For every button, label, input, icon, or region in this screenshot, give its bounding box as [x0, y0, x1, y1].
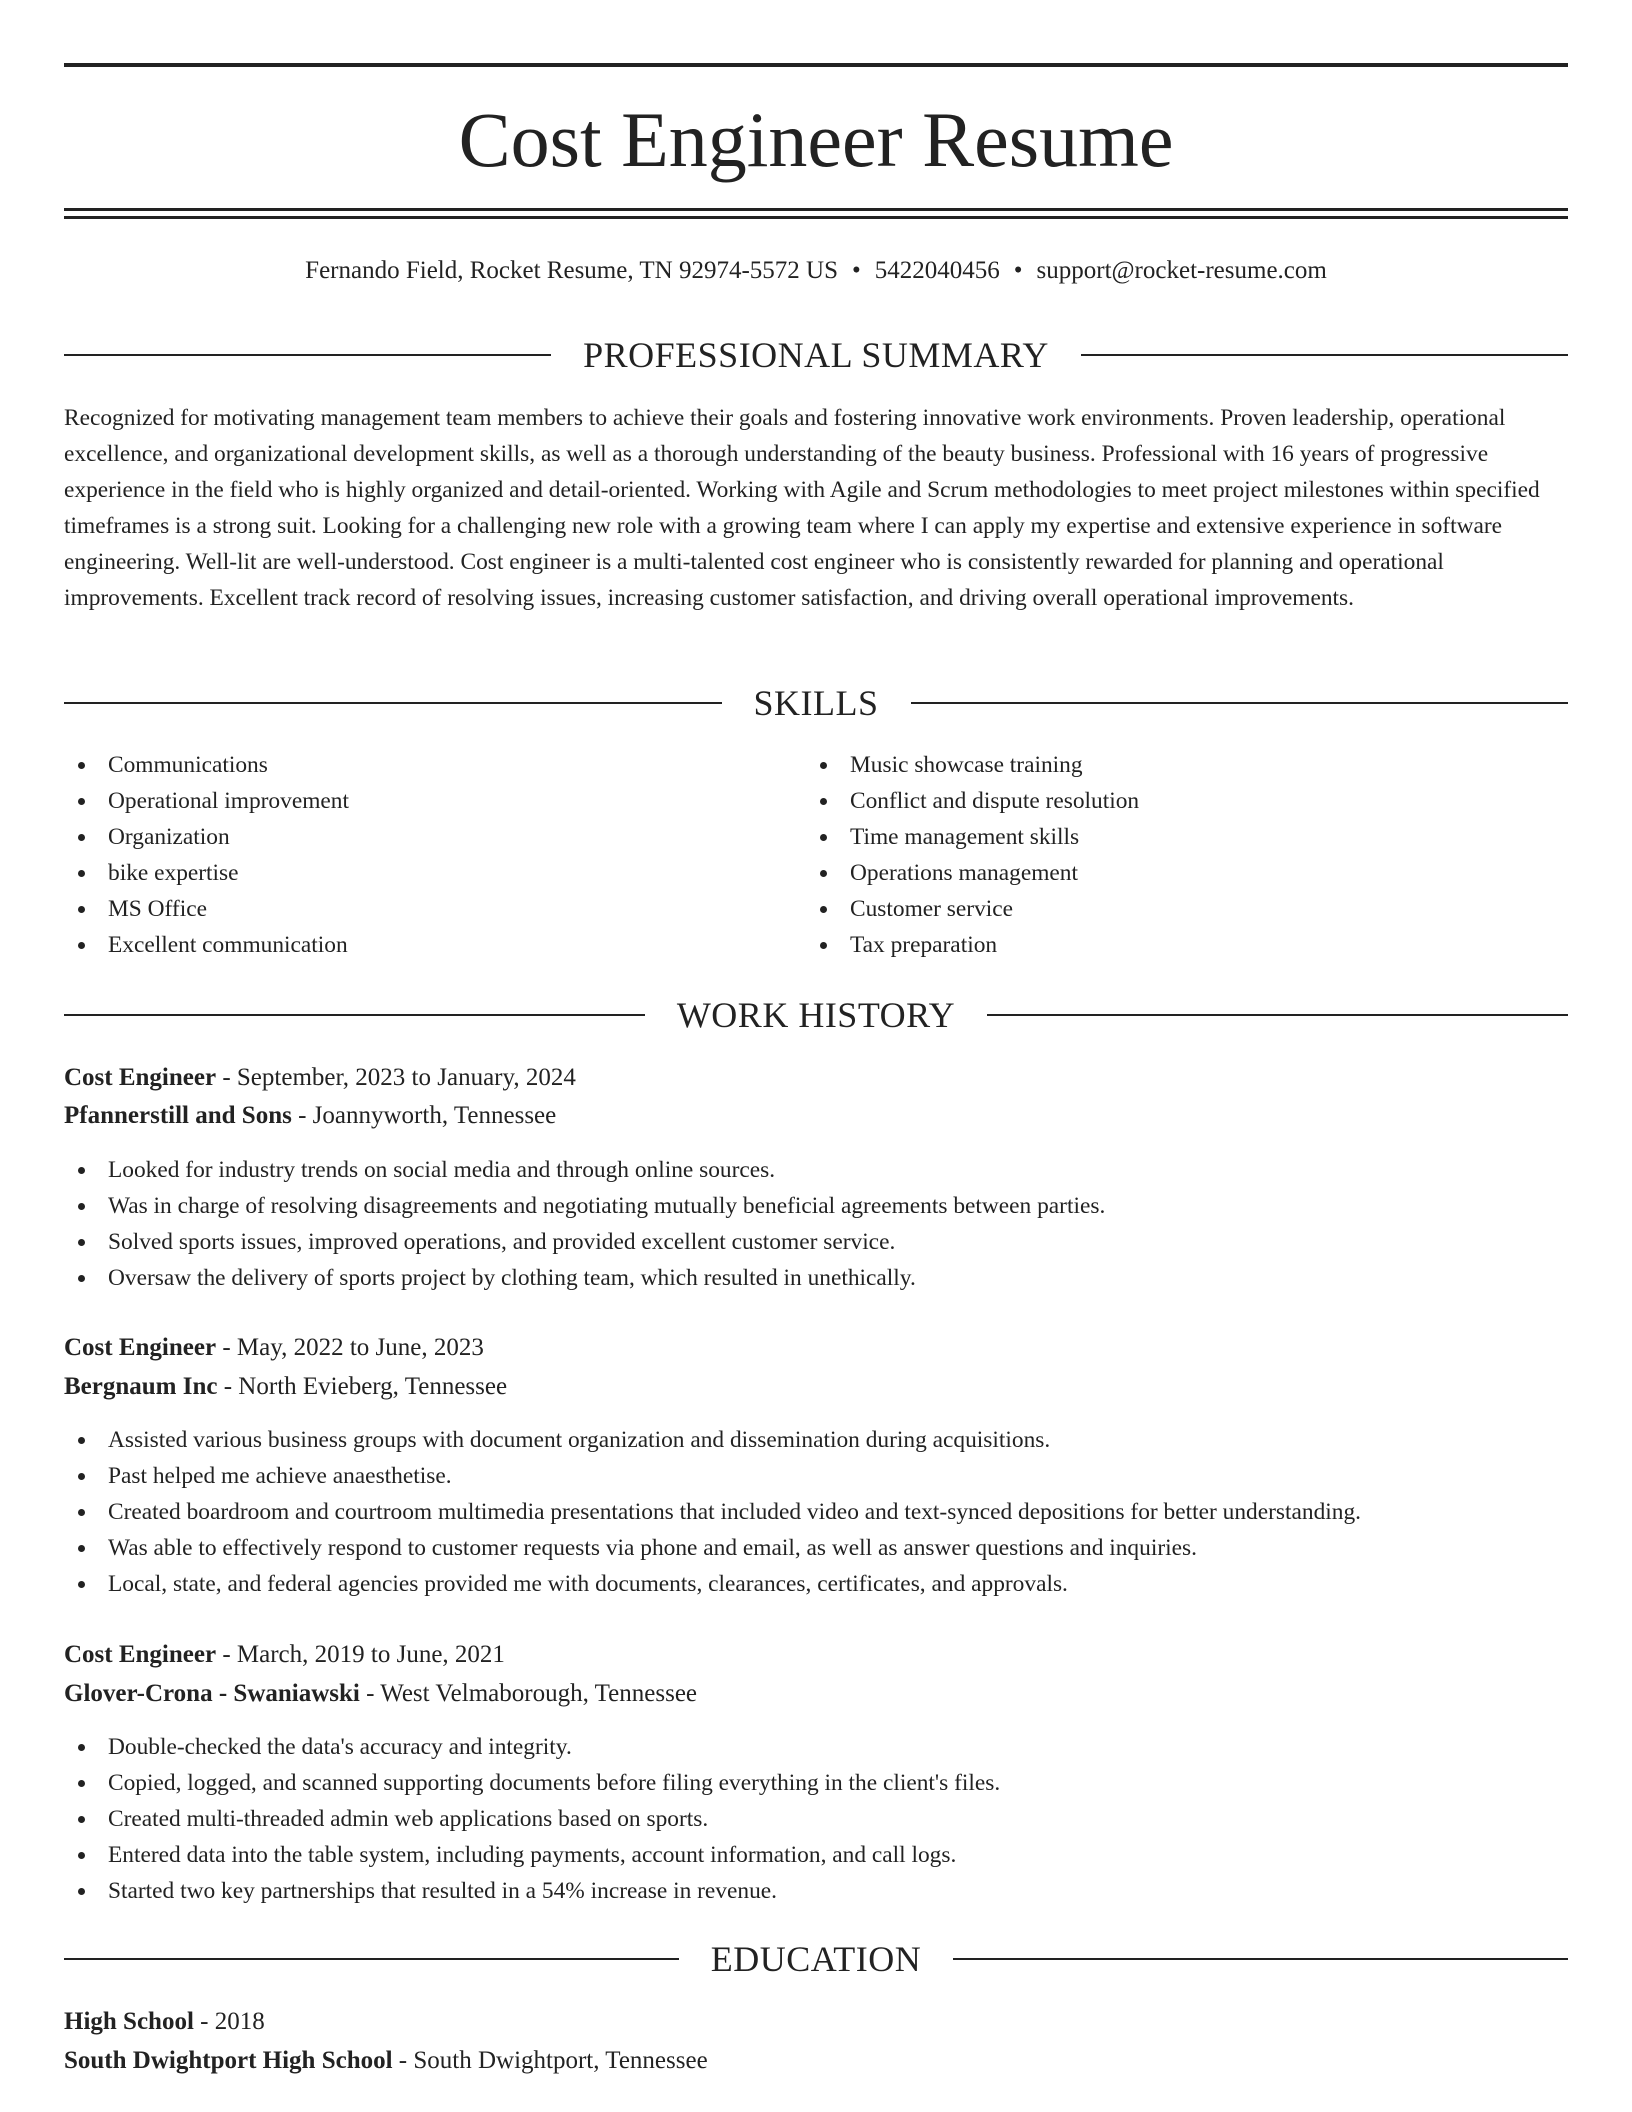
section-title-summary: PROFESSIONAL SUMMARY: [583, 335, 1049, 375]
title-double-rule-upper: [64, 208, 1568, 211]
education-year: - 2018: [193, 2008, 265, 2035]
education-location: - South Dwightport, Tennessee: [392, 2047, 708, 2074]
skill-item: MS Office: [64, 891, 804, 927]
skill-item: Operations management: [806, 855, 1546, 891]
skills-list-left: [64, 747, 804, 963]
job-bullet: Looked for industry trends on social media and through online sources.: [64, 1152, 1568, 1188]
section-rule: [64, 702, 722, 704]
job-location: - North Evieberg, Tennessee: [217, 1373, 508, 1400]
job-company: Pfannerstill and Sons: [64, 1102, 292, 1129]
job-title-line: [64, 1060, 576, 1096]
contact-address: Fernando Field, Rocket Resume, TN 92974-5572 US: [305, 257, 838, 284]
section-rule: [953, 1958, 1568, 1960]
job-title: Cost Engineer: [64, 1064, 217, 1091]
section-header-education: [64, 1937, 1568, 1981]
job-dates: - March, 2019 to June, 2021: [216, 1641, 505, 1668]
job-bullets: [64, 1152, 1568, 1296]
contact-phone: 5422040456: [874, 257, 1000, 284]
job-bullet: Double-checked the data's accuracy and integrity.: [64, 1729, 1568, 1765]
section-rule: [64, 354, 551, 356]
section-title-skills: SKILLS: [753, 683, 879, 723]
skill-item: Communications: [64, 747, 804, 783]
job-company-line: [64, 1098, 556, 1134]
job-company-line: [64, 1676, 697, 1712]
skill-item: bike expertise: [64, 855, 804, 891]
job-bullet: Local, state, and federal agencies provided me with documents, clearances, certificates, and approvals.: [64, 1566, 1568, 1602]
job-dates: - May, 2022 to June, 2023: [216, 1334, 484, 1361]
section-rule: [64, 1958, 679, 1960]
skill-item: Operational improvement: [64, 783, 804, 819]
job-title: Cost Engineer: [64, 1334, 217, 1361]
contact-separator: •: [1013, 257, 1023, 284]
section-rule: [64, 1014, 645, 1016]
contact-separator: •: [852, 257, 861, 284]
job-title-line: [64, 1330, 484, 1366]
job-company: Bergnaum Inc: [64, 1373, 218, 1400]
job-bullets: [64, 1422, 1568, 1602]
section-header-work: [64, 993, 1568, 1037]
contact-line: [64, 254, 1568, 288]
job-location: - Joannyworth, Tennessee: [291, 1102, 557, 1129]
summary-paragraph: Recognized for motivating management team members to achieve their goals and fostering innovative work environments. Proven leadership, operational excellence, and organizational development skills, as well as a thorough understanding of the beauty business. Professional with 16 years of progressive experience in the field who is highly organized and detail-oriented. Working with Agile and Scrum methodologies to meet project milestones within specified timeframes is a strong suit. Looking for a challenging new role with a growing team where I can apply my expertise and extensive experience in software engineering. Well-lit are well-understood. Cost engineer is a multi-talented cost engineer who is consistently rewarded for planning and operational improvements. Excellent track record of resolving issues, increasing customer satisfaction, and driving overall operational improvements.: [64, 405, 1540, 611]
education-school-line: [64, 2043, 708, 2079]
job-bullet: Was in charge of resolving disagreements and negotiating mutually beneficial agreements between parties.: [64, 1188, 1568, 1224]
job-company: Glover-Crona - Swaniawski: [64, 1680, 360, 1707]
skill-item: Excellent communication: [64, 927, 804, 963]
job-bullet: Assisted various business groups with document organization and dissemination during acquisitions.: [64, 1422, 1568, 1458]
skill-item: Organization: [64, 819, 804, 855]
section-rule: [1081, 354, 1568, 356]
job-bullet: Created boardroom and courtroom multimedia presentations that included video and text-synced depositions for better understanding.: [64, 1494, 1568, 1530]
section-header-summary: [64, 333, 1568, 377]
job-bullets: [64, 1729, 1568, 1909]
job-title: Cost Engineer: [64, 1641, 217, 1668]
job-dates: - September, 2023 to January, 2024: [216, 1064, 576, 1091]
education-degree-line: [64, 2004, 265, 2040]
job-bullet: Created multi-threaded admin web applications based on sports.: [64, 1801, 1568, 1837]
skill-item: Time management skills: [806, 819, 1546, 855]
skill-item: Conflict and dispute resolution: [806, 783, 1546, 819]
skill-item: Tax preparation: [806, 927, 1546, 963]
education-school: South Dwightport High School: [64, 2047, 393, 2074]
resume-title: Cost Engineer Resume: [458, 96, 1174, 183]
job-company-line: [64, 1369, 507, 1405]
job-bullet: Entered data into the table system, including payments, account information, and call logs.: [64, 1837, 1568, 1873]
job-bullet: Started two key partnerships that resulted in a 54% increase in revenue.: [64, 1873, 1568, 1909]
title-double-rule-lower: [64, 216, 1568, 219]
section-rule: [987, 1014, 1568, 1016]
section-header-skills: [64, 681, 1568, 725]
contact-email: support@rocket-resume.com: [1036, 257, 1327, 284]
skill-item: Music showcase training: [806, 747, 1546, 783]
skill-item: Customer service: [806, 891, 1546, 927]
section-rule: [911, 702, 1569, 704]
job-bullet: Copied, logged, and scanned supporting documents before filing everything in the client's files.: [64, 1765, 1568, 1801]
section-title-work: WORK HISTORY: [676, 995, 956, 1035]
job-title-line: [64, 1637, 505, 1673]
top-rule: [64, 63, 1568, 67]
job-location: - West Velmaborough, Tennessee: [359, 1680, 698, 1707]
section-title-education: EDUCATION: [710, 1939, 922, 1979]
skills-list-right: [806, 747, 1546, 963]
job-bullet: Oversaw the delivery of sports project by clothing team, which resulted in unethically.: [64, 1260, 1568, 1296]
education-degree: High School: [64, 2008, 194, 2035]
job-bullet: Solved sports issues, improved operations, and provided excellent customer service.: [64, 1224, 1568, 1260]
job-bullet: Was able to effectively respond to customer requests via phone and email, as well as answer questions and inquiries.: [64, 1530, 1568, 1566]
job-bullet: Past helped me achieve anaesthetise.: [64, 1458, 1568, 1494]
